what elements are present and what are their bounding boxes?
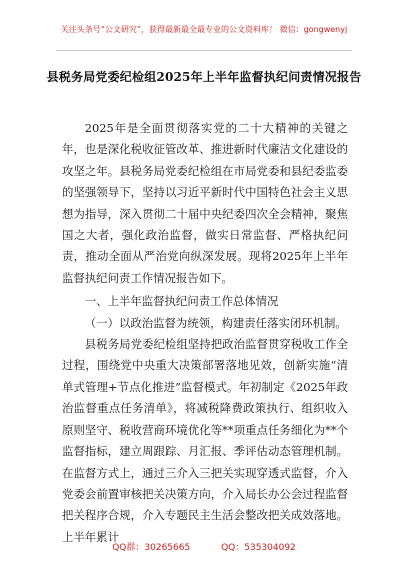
header-banner [0,0,408,52]
document-body [62,118,348,548]
header-divider [56,50,352,51]
qq-group-text: QQ群：30265665 [112,543,191,553]
qq-number-text: QQ：535304092 [221,543,296,553]
header-banner-text: 关注头条号“公文研究”，获得最新最全最专业的公文资料库！ 微信：gongwenyj [60,25,348,34]
footer-contact [0,540,408,553]
intro-paragraph: 2025年是全面贯彻落实党的二十大精神的关键之年，也是深化税收征管改革、推进新时代廉洁文化建设的攻坚之年。县税务局党委纪检组在市局党委和县纪委监委的坚强领导下，坚持以习近平新时代中国特色社会主义思想为指导，深入贯彻二十届中央纪委四次全会精神，聚焦国之大者，强化政治监督，做实日常监督、严格执纪问责，推动全面从严治党向纵深发展。现将2025年上半年监督执纪问责工作情况报告如下。 [62,121,348,285]
subsection-heading: （一）以政治监督为统领，构建责任落实闭环机制。 [84,315,347,330]
body-paragraph: 县税务局党委纪检组坚持把政治监督贯穿税收工作全过程，围绕党中央重大决策部署落地见效，创新实施“清单式管理+节点化推进”监督模式。年初制定《2025年政治监督重点任务清单》，将减税降费政策执行、组织收入原则坚守、税收营商环境优化等**项重点任务细化为**个监督指标，建立周跟踪、月汇报、季评估动态管理机制。在监督方式上，通过三介入三把关实现穿透式监督，介入党委会前置审核把关决策方向，介入局长办公会过程监督把关程序合规，介入专题民主生活会整改把关成效落地。上半年累计 [62,337,348,544]
page-title: 县税务局党委纪检组2025年上半年监督执纪问责情况报告 [46,70,362,84]
section-heading: 一、上半年监督执纪问责工作总体情况 [84,294,279,309]
